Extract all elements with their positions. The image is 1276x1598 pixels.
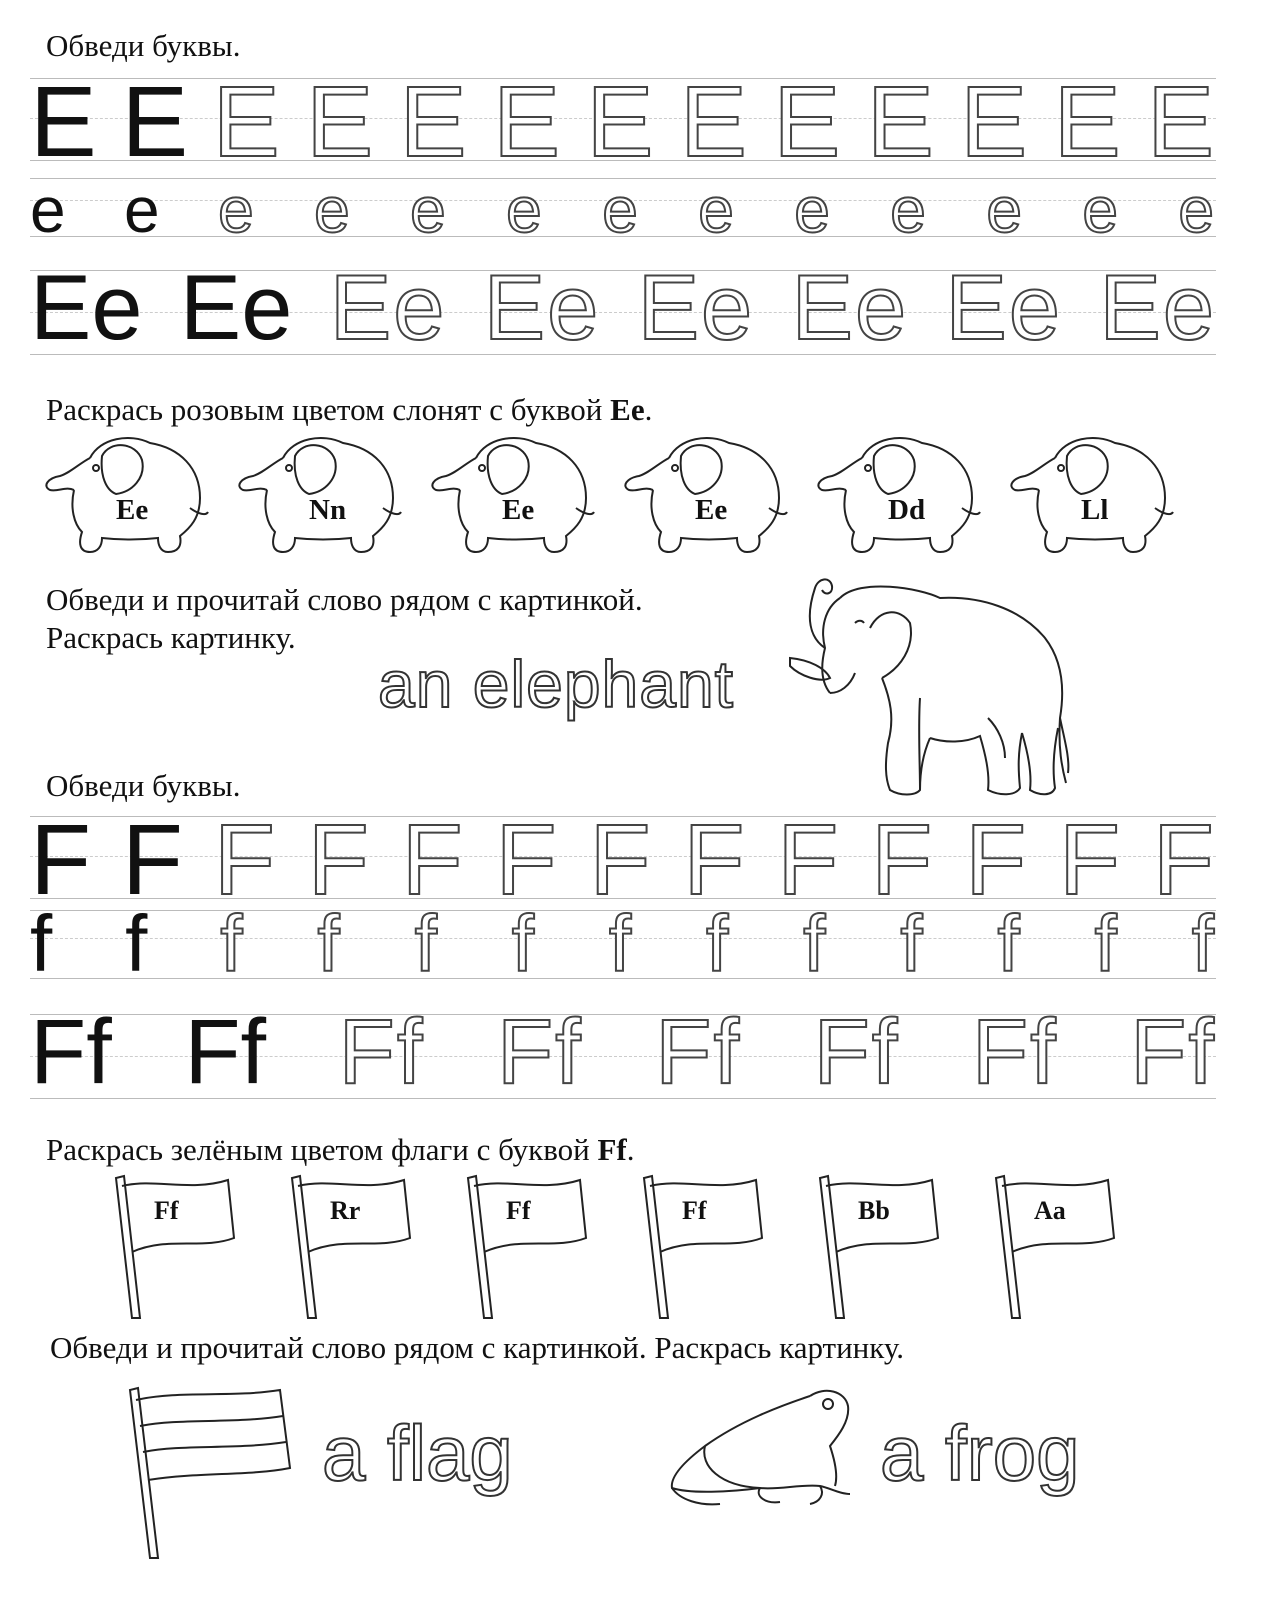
trace-row-f-upper [30, 804, 1216, 916]
elephant-card [40, 428, 210, 558]
elephant-card [426, 428, 596, 558]
trace-letter: F [965, 804, 1029, 916]
trace-letter: Ee [791, 257, 909, 359]
trace-letter: f [511, 899, 536, 988]
flag-card [462, 1172, 592, 1322]
trace-word-frog: a frog [880, 1409, 1080, 1497]
trace-letter: E [586, 66, 656, 178]
instruction-trace-e: Обведи буквы. [46, 28, 241, 63]
trace-letter: Ff [338, 1001, 425, 1103]
small-elephant-icon [426, 428, 596, 558]
trace-row-f-lower [30, 899, 1216, 988]
small-flag-icon [638, 1172, 768, 1322]
instruction-trace-f: Обведи буквы. [46, 768, 241, 803]
model-letter: e [124, 174, 160, 246]
trace-letter: E [493, 66, 562, 178]
flag-row [110, 1172, 1130, 1322]
trace-letter: e [1178, 174, 1216, 246]
small-flag-icon [814, 1172, 944, 1322]
flag-label: Ff [682, 1196, 707, 1225]
trace-letter: e [506, 174, 544, 246]
trace-row-ff-pair [30, 1001, 1216, 1103]
model-letter: Ee [179, 257, 293, 359]
elephant-card [233, 428, 403, 558]
trace-letter: f [1094, 899, 1119, 988]
model-letter: Ff [30, 1001, 112, 1103]
trace-letter: F [307, 804, 371, 916]
trace-letter: F [589, 804, 653, 916]
trace-letter: F [401, 804, 465, 916]
trace-letter: Ff [1130, 1001, 1216, 1103]
trace-letter: Ff [655, 1001, 742, 1103]
flag-card [638, 1172, 768, 1322]
small-elephant-icon [40, 428, 210, 558]
small-elephant-icon [1005, 428, 1175, 558]
model-letter: f [125, 899, 148, 988]
trace-row-e-upper [30, 66, 1216, 178]
small-elephant-icon [233, 428, 403, 558]
elephant-label: Dd [888, 494, 926, 526]
trace-letter: f [803, 899, 828, 988]
flag-card [110, 1172, 240, 1322]
elephant-row [40, 428, 1190, 558]
instruction-word-e-line2: Раскрась картинку. [46, 620, 296, 655]
elephant-card [619, 428, 789, 558]
elephant-label: Ee [695, 494, 728, 526]
elephant-label: Ee [116, 494, 149, 526]
trace-row-e-lower [30, 174, 1216, 246]
small-elephant-icon [812, 428, 982, 558]
flag-label: Ff [506, 1196, 531, 1225]
trace-letter: F [1058, 804, 1123, 916]
trace-letter: F [871, 804, 935, 916]
small-flag-icon [462, 1172, 592, 1322]
trace-letter: E [680, 66, 749, 178]
instruction-color-flags: Раскрась зелёным цветом флаги с буквой Ff. [46, 1132, 635, 1167]
trace-letter: Ee [945, 257, 1063, 359]
elephant-label: Nn [309, 494, 347, 526]
trace-letter: e [890, 174, 928, 246]
trace-letter: F [213, 804, 277, 916]
trace-letter: e [698, 174, 736, 246]
trace-letter: Ee [637, 257, 755, 359]
elephant-illustration [770, 568, 1080, 800]
trace-letter: E [1147, 66, 1216, 178]
trace-letter: E [960, 66, 1030, 178]
trace-letter: Ee [1099, 257, 1216, 359]
trace-letter: Ee [329, 257, 447, 359]
trace-letter: F [1152, 804, 1216, 916]
model-letter: f [30, 899, 53, 988]
small-flag-icon [110, 1172, 240, 1322]
trace-letter: f [220, 899, 245, 988]
trace-letter: E [306, 66, 376, 178]
flag-card [990, 1172, 1120, 1322]
trace-letter: Ff [813, 1001, 900, 1103]
trace-letter: f [705, 899, 731, 988]
flag-card [814, 1172, 944, 1322]
flag-card [286, 1172, 416, 1322]
elephant-card [1005, 428, 1175, 558]
flag-label: Bb [858, 1196, 890, 1225]
trace-letter: e [218, 174, 256, 246]
trace-letter: E [773, 66, 843, 178]
trace-letter: f [900, 899, 925, 988]
model-letter: e [30, 174, 66, 246]
trace-letter: Ff [496, 1001, 583, 1103]
trace-row-ee-pair [30, 257, 1216, 359]
model-letter: Ee [30, 257, 143, 359]
small-elephant-icon [619, 428, 789, 558]
model-letter: Ff [184, 1001, 267, 1103]
instruction-word-e-line1: Обведи и прочитай слово рядом с картинкой. [46, 582, 643, 617]
trace-letter: E [212, 66, 282, 178]
instruction-word-f: Обведи и прочитай слово рядом с картинкой. Раскрась картинку. [50, 1330, 905, 1365]
trace-letter: Ee [483, 257, 601, 359]
trace-letter: e [986, 174, 1024, 246]
trace-letter: e [314, 174, 352, 246]
frog-illustration [660, 1376, 860, 1516]
trace-letter: e [410, 174, 448, 246]
trace-letter: f [414, 899, 439, 988]
flag-label: Rr [330, 1196, 361, 1225]
trace-letter: e [1082, 174, 1120, 246]
elephant-label: Ll [1081, 494, 1109, 526]
trace-letter: F [777, 804, 841, 916]
trace-word-elephant: an elephant [378, 647, 734, 721]
flag-label: Aa [1034, 1196, 1066, 1225]
elephant-card [812, 428, 982, 558]
instruction-color-elephants: Раскрась розовым цветом слонят с буквой Ee. [46, 392, 653, 427]
model-letter: F [121, 804, 183, 916]
trace-letter: e [794, 174, 832, 246]
small-flag-icon [990, 1172, 1120, 1322]
trace-letter: e [602, 174, 640, 246]
trace-letter: f [997, 899, 1022, 988]
trace-letter: f [317, 899, 342, 988]
trace-letter: E [1053, 66, 1123, 178]
trace-letter: F [683, 804, 747, 916]
trace-word-flag: a flag [322, 1409, 513, 1497]
model-letter: F [30, 804, 92, 916]
trace-letter: Ff [971, 1001, 1058, 1103]
flag-label: Ff [154, 1196, 179, 1225]
small-flag-icon [286, 1172, 416, 1322]
elephant-label: Ee [502, 494, 535, 526]
model-letter: E [121, 66, 189, 178]
flag-illustration [120, 1380, 300, 1570]
trace-letter: E [399, 66, 469, 178]
model-letter: E [30, 66, 97, 178]
trace-letter: E [866, 66, 936, 178]
trace-letter: f [1191, 899, 1216, 988]
trace-letter: F [495, 804, 559, 916]
trace-letter: f [608, 899, 634, 988]
